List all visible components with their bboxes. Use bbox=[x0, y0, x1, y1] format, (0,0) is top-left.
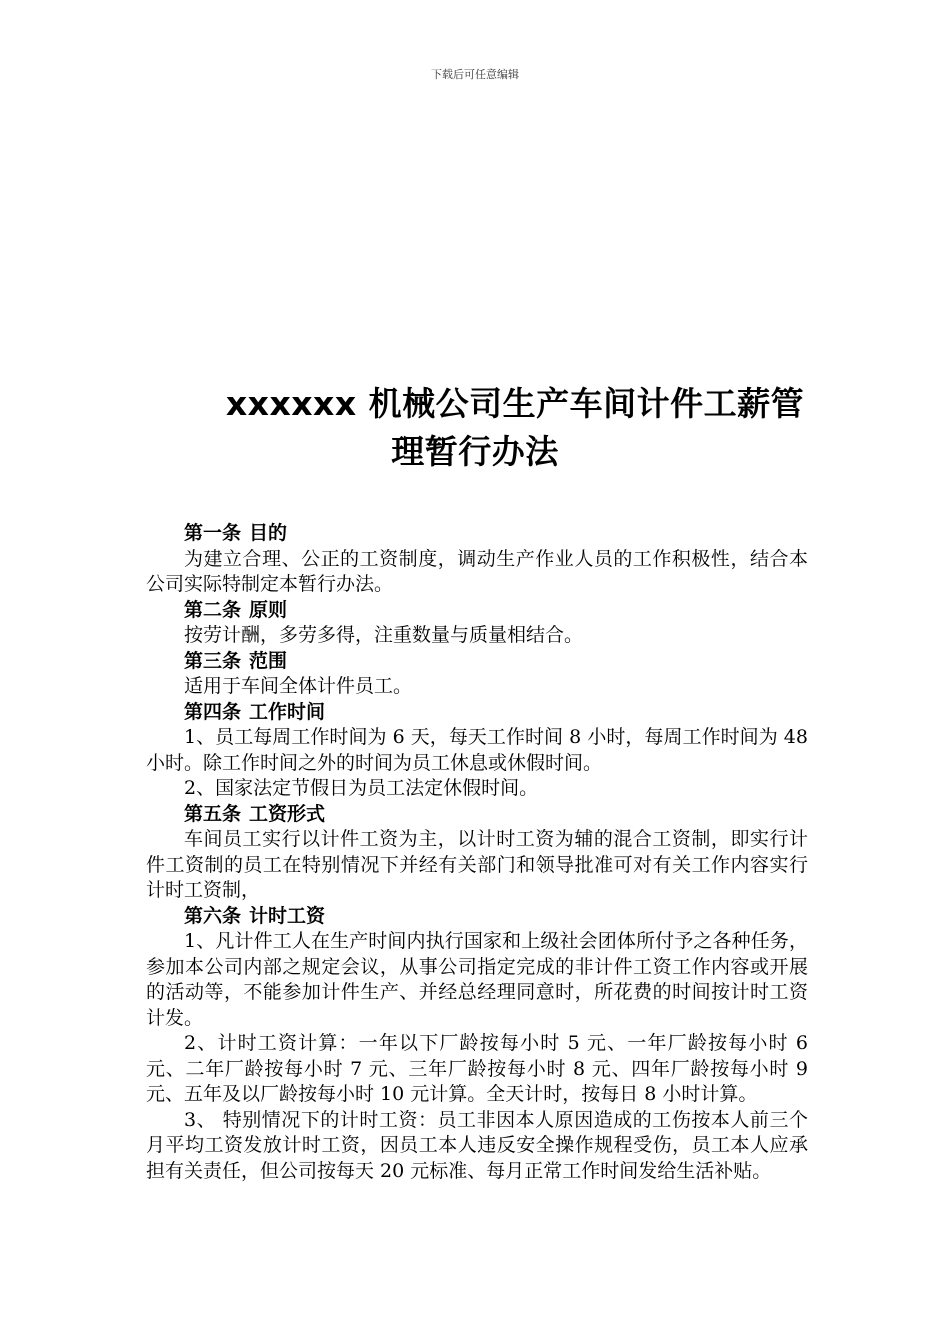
article-4-paragraph-2: 2、国家法定节假日为员工法定休假时间。 bbox=[184, 777, 539, 799]
article-6-paragraph-1: 1、凡计件工人在生产时间内执行国家和上级社会团体所付予之各种任务，参加本公司内部之规定会议，从事公司指定完成的非计件工资工作内容或开展的活动等，不能参加计件生产、并经总经理同意时，所花费的时间按计时工资计发。 bbox=[146, 930, 808, 1029]
document-title-line-1: xxxxxx 机械公司生产车间计件工薪管 bbox=[225, 384, 805, 423]
article-number: 第四条 bbox=[184, 700, 242, 723]
article-3-paragraph-1: 适用于车间全体计件员工。 bbox=[184, 675, 413, 697]
article-4-heading bbox=[146, 700, 808, 726]
document-title-line-2: 理暂行办法 bbox=[391, 432, 559, 471]
article-subject: 计时工资 bbox=[249, 904, 326, 927]
article-subject: 范围 bbox=[249, 649, 288, 672]
article-subject: 目的 bbox=[249, 522, 288, 544]
article-subject: 工资形式 bbox=[249, 802, 326, 825]
document-body bbox=[146, 521, 808, 1184]
article-4-paragraph-1: 1、员工每周工作时间为 6 天，每天工作时间 8 小时，每周工作时间为 48 小时。除工作时间之外的时间为员工休息或休假时间。 bbox=[146, 726, 808, 774]
article-number: 第六条 bbox=[184, 904, 242, 927]
article-6-heading bbox=[146, 904, 808, 930]
article-1-paragraph-1: 为建立合理、公正的工资制度，调动生产作业人员的工作积极性，结合本公司实际特制定本暂行办法。 bbox=[146, 547, 808, 595]
article-number: 第二条 bbox=[184, 598, 242, 621]
article-6-paragraph-2: 2、计时工资计算：一年以下厂龄按每小时 5 元、一年厂龄按每小时 6 元、二年厂龄按每小时 7 元、三年厂龄按每小时 8 元、四年厂龄按每小时 9 元、五年及以厂龄按每小时 10 元计算。全天计时，按每日 8 小时计算。 bbox=[146, 1032, 808, 1105]
header-note: 下载后可任意编辑 bbox=[431, 68, 519, 81]
article-1-heading bbox=[146, 521, 808, 547]
article-6-paragraph-3: 3、 特别情况下的计时工资：员工非因本人原因造成的工伤按本人前三个月平均工资发放计时工资，因员工本人违反安全操作规程受伤，员工本人应承担有关责任，但公司按每天 20 元标准、每月正常工作时间发给生活补贴。 bbox=[146, 1108, 808, 1182]
article-subject: 原则 bbox=[249, 598, 288, 621]
article-3-heading bbox=[146, 649, 808, 675]
article-number: 第三条 bbox=[184, 649, 242, 672]
article-2-heading bbox=[146, 598, 808, 624]
article-subject: 工作时间 bbox=[249, 700, 326, 723]
article-5-paragraph-1: 车间员工实行以计件工资为主，以计时工资为辅的混合工资制，即实行计件工资制的员工在特别情况下并经有关部门和领导批准可对有关工作内容实行计时工资制， bbox=[146, 828, 808, 901]
article-number: 第一条 bbox=[184, 522, 242, 544]
article-2-paragraph-1: 按劳计酬，多劳多得，注重数量与质量相结合。 bbox=[184, 624, 584, 646]
article-5-heading bbox=[146, 802, 808, 828]
article-number: 第五条 bbox=[184, 802, 242, 825]
